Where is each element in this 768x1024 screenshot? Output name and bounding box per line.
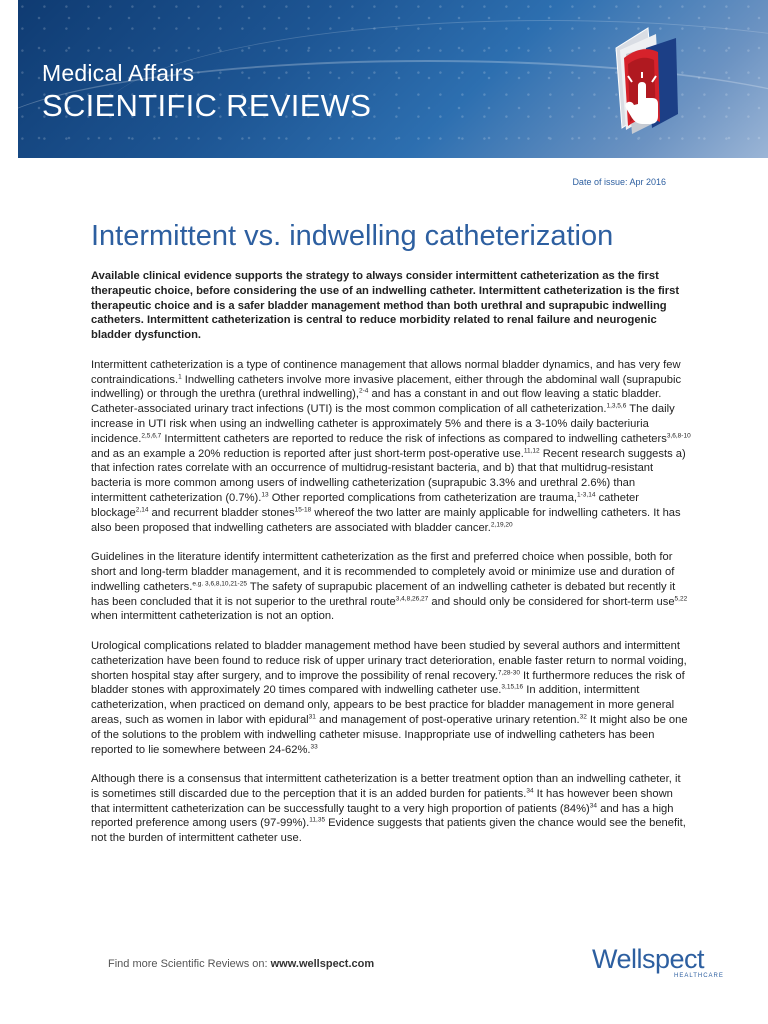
paragraph-text: Urological complications related to bladder management method have been studied by several authors and intermittent catheterization have been found to reduce risk of upper urinary tract deterioration, enable faster return to normal voiding, shorten hospital stay after surgery, and to improve the possibility of renal recovery. xyxy=(91,639,687,682)
citation-superscript: e.g. 3,6,8,10,21-25 xyxy=(192,580,247,587)
paragraph-text: and has a high reported preference among users (97-99%). xyxy=(91,802,674,830)
paragraph-text: whereof the two latter are mainly applicable for indwelling catheters. It has also been proposed that indwelling catheters are associated with bladder cancer. xyxy=(91,506,681,534)
paragraph-text: Available clinical evidence supports the strategy to always consider intermittent catheterization as the first therapeutic choice, before considering the use of an indwelling catheter. Intermittent catheterization is the first therapeutic choice and is a safer bladder management method than both urethral and suprapubic indwelling catheters. Intermittent catheterization is central to reduce morbidity related to renal failure and neurogenic bladder dysfunction. xyxy=(91,270,680,342)
paragraph-text: Guidelines in the literature identify intermittent catheterization as the first and preferred choice when possible, both for short and long-term bladder management, and it is recommended to completely avoid or minimize use and duration of indwelling catheters. xyxy=(91,551,675,593)
footer-link[interactable] xyxy=(108,958,374,970)
citation-superscript: 1,3,5,6 xyxy=(606,402,627,410)
paragraph-text: and recurrent bladder stones xyxy=(148,506,295,519)
header-banner xyxy=(18,0,768,158)
paragraph-text: Intermittent catheterization is a type of continence management that allows normal bladder dynamics, and has very few contraindications. xyxy=(91,358,681,386)
citation-superscript: 34 xyxy=(526,787,534,795)
paragraph-text: The daily increase in UTI risk when using an indwelling catheter is approximately 5% and there is a 3-10% daily bacteriuria incidence. xyxy=(91,403,675,445)
paragraph-text: and has a constant in and out flow leaving a static bladder. Catheter-associated urinary tract infections (UTI) is the most common complication of all catheterization. xyxy=(91,388,662,416)
citation-superscript: 7,28-30 xyxy=(497,668,520,676)
paragraph-text: when intermittent catheterization is not an option. xyxy=(91,610,335,623)
paragraph-text: The safety of suprapubic placement of an indwelling catheter is debated but recently it has been concluded that it is not superior to the urethral route xyxy=(91,580,676,608)
article-body xyxy=(91,269,691,861)
book-click-logo-icon xyxy=(596,18,686,146)
citation-superscript: 11,35 xyxy=(309,816,326,824)
paragraph-text: Evidence suggests that patients given the chance would see the benefit, not the burden of intermittent catheter use. xyxy=(91,817,686,845)
citation-superscript: 3,15,16 xyxy=(501,683,524,691)
paragraph-text: It might also be one of the solutions to the problem with indwelling catheter misuse. Inappropriate use of indwelling catheters has been reported to lie somewhere between 24-62%. xyxy=(91,713,688,756)
date-of-issue: Date of issue: Apr 2016 xyxy=(572,177,666,187)
page-title: Intermittent vs. indwelling catheterization xyxy=(91,220,614,252)
paragraph-text: and should only be considered for short-term use xyxy=(428,595,675,608)
citation-superscript: 2,19,20 xyxy=(490,520,513,528)
citation-superscript: 3,4,8,26,27 xyxy=(395,594,429,602)
lead-paragraph xyxy=(91,269,691,343)
citation-superscript: 15-18 xyxy=(294,506,312,514)
body-paragraph xyxy=(91,358,691,536)
footer-prefix: Find more Scientific Reviews on: xyxy=(108,958,271,970)
citation-superscript: 2,14 xyxy=(135,506,149,514)
body-paragraph xyxy=(91,550,691,624)
citation-superscript: 2,5,6,7 xyxy=(141,432,162,440)
citation-superscript: 1 xyxy=(178,372,182,380)
paragraph-text: and as an example a 20% reduction is reported after just short-term post-operative use. xyxy=(91,447,524,460)
paragraph-text: and management of post-operative urinary retention. xyxy=(315,713,580,726)
paragraph-text: Other reported complications from catheterization are trauma, xyxy=(268,491,578,504)
brand-name: Wellspect xyxy=(592,944,705,974)
paragraph-text: Indwelling catheters involve more invasive placement, either through the abdominal wall (suprapubic indwelling) or through the urethra (urethral indwelling), xyxy=(91,373,682,401)
citation-superscript: 5,22 xyxy=(674,594,688,602)
wellspect-logo xyxy=(592,944,724,979)
paragraph-text: catheter blockage xyxy=(91,491,640,519)
citation-superscript: 34 xyxy=(589,801,597,809)
paragraph-text: It furthermore reduces the risk of bladder stones with approximately 20 times compared with indwelling catheter use. xyxy=(91,669,685,697)
body-paragraph xyxy=(91,639,691,757)
citation-superscript: 32 xyxy=(579,713,587,721)
banner-title-line1: Medical Affairs xyxy=(42,60,195,86)
citation-superscript: 33 xyxy=(310,742,318,750)
banner-title-line2: SCIENTIFIC REVIEWS xyxy=(42,88,372,123)
paragraph-text: Although there is a consensus that intermittent catheterization is a better treatment option than an indwelling catheter, it is sometimes still discarded due to the perception that it is an added burden for patients. xyxy=(91,773,681,800)
body-paragraph xyxy=(91,772,691,846)
paragraph-text: Intermittent catheters are reported to reduce the risk of infections as compared to indwelling catheters xyxy=(161,432,667,445)
citation-superscript: 1-3,14 xyxy=(577,491,596,499)
citation-superscript: 3,6,8-10 xyxy=(666,432,691,440)
brand-sub: HEALTHCARE xyxy=(674,973,724,979)
footer-url[interactable]: www.wellspect.com xyxy=(270,958,375,970)
citation-superscript: 11,12 xyxy=(523,446,540,454)
citation-superscript: 13 xyxy=(261,491,269,499)
citation-superscript: 31 xyxy=(308,713,316,721)
paragraph-text: In addition, intermittent catheterization, when practiced on demand only, appears to be best practice for bladder management in more general areas, such as women in labor with epidural xyxy=(91,684,675,726)
paragraph-text: It has however been shown that intermittent catheterization can be successfully taught to a very high proportion of patients (84%) xyxy=(91,787,673,815)
paragraph-text: Recent research suggests a) that infection rates correlate with an occurrence of multidrug-resistant bacteria, and b) that that multidrug-resistant bacteria is more common among users of indwelling catheterization (suprapubic 3.3% and urethral 2.6%) than intermittent catheterization (0.7%). xyxy=(91,447,686,504)
citation-superscript: 2-4 xyxy=(359,387,369,395)
